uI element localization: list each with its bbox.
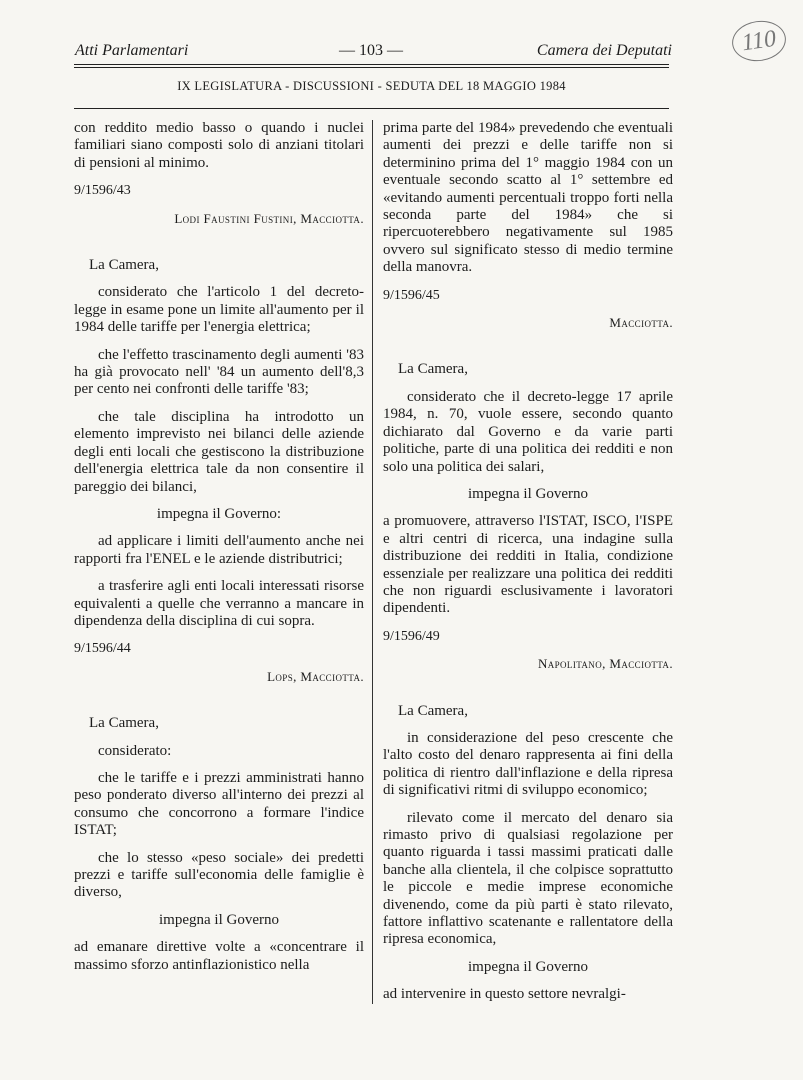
motion-opening: La Camera, [89, 257, 159, 274]
paragraph: a trasferire agli enti locali interessati risorse equivalenti a quelle che verranno a mancare in dipendenza della disciplina di cui sopra. [74, 578, 364, 629]
page-number: — 103 — [339, 42, 403, 59]
motion-opening: La Camera, [398, 361, 468, 378]
header-left: Atti Parlamentari [75, 42, 189, 59]
session-subtitle: IX LEGISLATURA - DISCUSSIONI - SEDUTA DEL 18 MAGGIO 1984 [177, 79, 566, 93]
motion-reference: 9/1596/43 [74, 183, 131, 199]
commitment-heading: impegna il Governo [468, 958, 588, 975]
signatories: Napolitano, Macciotta. [537, 656, 673, 672]
paragraph: in considerazione del peso crescente che l'alto costo del denaro rappresenta ai fini della politica di rientro dall'inflazione e della ripresa di significativi ritmi di sviluppo economico; [383, 729, 673, 799]
motion-reference: 9/1596/45 [383, 287, 440, 303]
signatories: Lodi Faustini Fustini, Macciotta. [174, 210, 364, 226]
paragraph: che lo stesso «peso sociale» dei predetti prezzi e tariffe sull'economia delle famiglie è diverso, [74, 849, 364, 901]
paragraph: ad emanare direttive volte a «concentrare il massimo sforzo antinflazionistico nella [74, 939, 364, 973]
paragraph: ad intervenire in questo settore nevralgi- [383, 986, 626, 1003]
header-right: Camera dei Deputati [536, 42, 672, 59]
right-column [383, 120, 673, 1004]
commitment-heading: impegna il Governo: [156, 505, 282, 522]
paragraph: a promuovere, attraverso l'ISTAT, ISCO, l'ISPE e altri centri di ricerca, una indagine sulla distribuzione dei redditi in Italia, condizione essenziale per realizzare una politica dei redditi che non riguardi esclusivamente i lavoratori dipendenti. [383, 513, 673, 617]
paragraph: che le tariffe e i prezzi amministrati hanno peso ponderato diverso all'interno dei prezzi al consumo che concorrono a formare l'indice ISTAT; [74, 769, 364, 839]
motion-opening: La Camera, [89, 715, 159, 732]
subtitle-rule [74, 108, 669, 109]
signatories: Macciotta. [609, 315, 673, 331]
header-rule-double [74, 67, 669, 68]
paragraph: considerato: [98, 742, 172, 759]
motion-reference: 9/1596/44 [74, 641, 131, 657]
commitment-heading: impegna il Governo [468, 485, 588, 502]
motion-reference: 9/1596/49 [383, 628, 440, 644]
paragraph: con reddito medio basso o quando i nuclei familiari siano composti solo di anziani titolari di pensioni al minimo. [74, 120, 364, 171]
commitment-heading: impegna il Governo [159, 911, 279, 928]
left-column [74, 120, 364, 974]
column-divider [372, 120, 373, 1004]
paragraph: che tale disciplina ha introdotto un elemento imprevisto nei bilanci delle aziende degli enti locali che gestiscono la distribuzione dell'energia elettrica tale da non consentire il pareggio dei bilanci, [74, 408, 364, 495]
paragraph: che l'effetto trascinamento degli aumenti '83 ha già provocato nell' '84 un aumento dell'8,3 per cento nei confronti delle tariffe '83; [74, 346, 364, 398]
motion-opening: La Camera, [398, 702, 468, 719]
paragraph: prima parte del 1984» prevedendo che eventuali aumenti dei prezzi e delle tariffe non si determinino prima del 1° maggio 1984 con un eventuale secondo scatto al 1° settembre ed «evitando aumenti percentuali troppo forti nella seconda parte del 1984» che si ripercuoterebbero negativamente sul 1985 ovvero sul significato stesso di medio termine della manovra. [383, 120, 673, 276]
paragraph: considerato che l'articolo 1 del decreto-legge in esame pone un limite all'aumento per il 1984 delle tariffe per l'energia elettrica; [74, 284, 364, 336]
signatories: Lops, Macciotta. [267, 668, 364, 684]
header-rule [74, 64, 669, 65]
paragraph: rilevato come il mercato del denaro sia rimasto privo di qualsiasi regolazione per quanto riguarda i tassi massimi praticati dalle banche alla clientela, il che colpisce soprattutto le piccole e medie imprese economiche divenendo, come da più parti è stato rilevato, fattore inflattivo scatenante e rallentatore della ripresa economica, [383, 809, 673, 948]
paragraph: ad applicare i limiti dell'aumento anche nei rapporti fra l'ENEL e le aziende distributrici; [74, 533, 364, 567]
page-stamp: 110 [729, 17, 788, 64]
paragraph: considerato che il decreto-legge 17 aprile 1984, n. 70, vuole essere, secondo quanto dichiarato dal Governo e da varie parti politiche, parte di una politica dei redditi e non solo una politica dei salari, [383, 388, 673, 475]
